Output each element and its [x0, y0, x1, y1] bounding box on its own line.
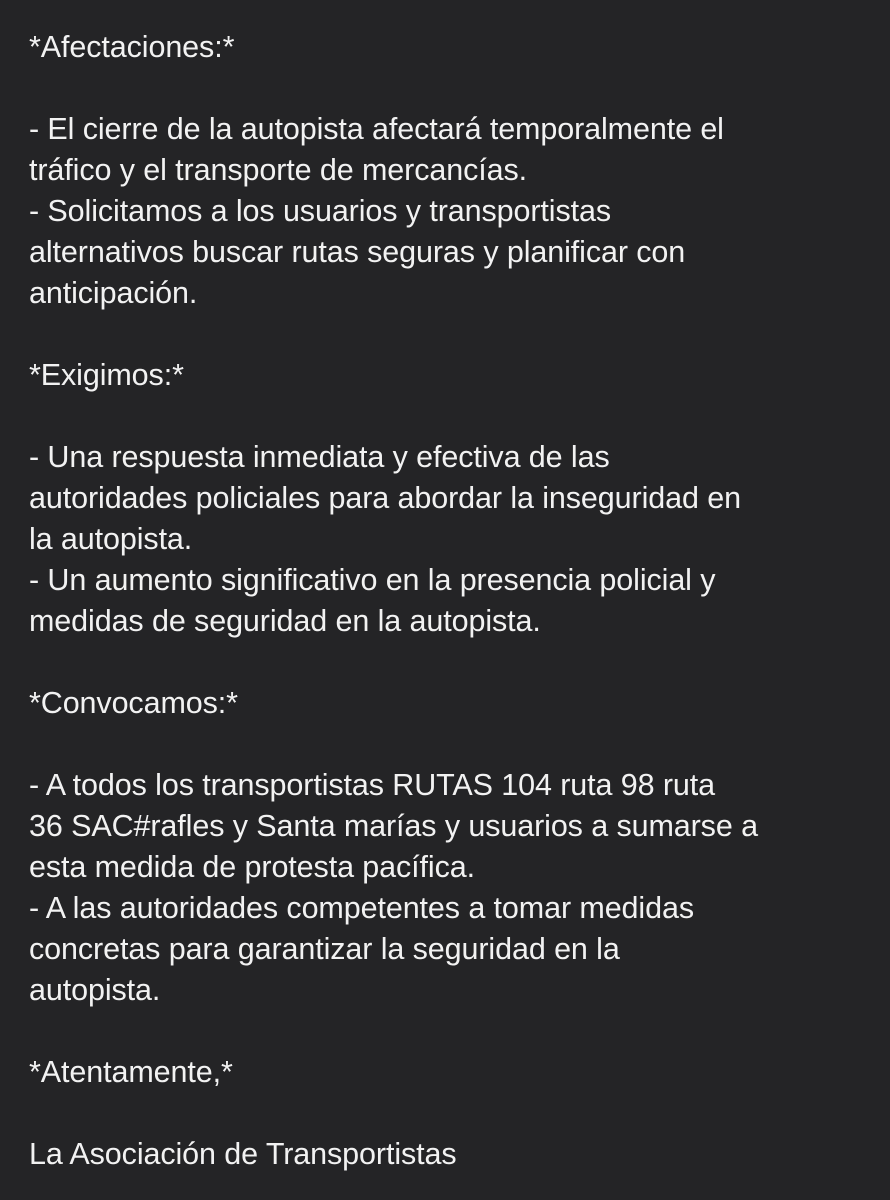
bullet-line: 36 SAC#rafles y Santa marías y usuarios a sumarse a [29, 809, 758, 843]
blank-line [29, 1011, 869, 1052]
section-heading-convocamos: *Convocamos:* [29, 686, 238, 720]
bullet-line: - A todos los transportistas RUTAS 104 ruta 98 ruta [29, 768, 716, 802]
bullet-line: concretas para garantizar la seguridad en la [29, 932, 620, 966]
message-body[interactable] [29, 27, 869, 1175]
blank-line [29, 642, 869, 683]
bullet-line: esta medida de protesta pacífica. [29, 850, 475, 884]
section-heading-afectaciones: *Afectaciones:* [29, 30, 235, 64]
bullet-line: autoridades policiales para abordar la inseguridad en [29, 481, 741, 515]
bullet-line: - Un aumento significativo en la presencia policial y [29, 563, 716, 597]
bullet-line: - El cierre de la autopista afectará temporalmente el [29, 112, 724, 146]
bullet-line: la autopista. [29, 522, 193, 556]
bullet-line: alternativos buscar rutas seguras y planificar con [29, 235, 686, 269]
signature-line: La Asociación de Transportistas [29, 1137, 457, 1171]
blank-line [29, 1093, 869, 1134]
blank-line [29, 724, 869, 765]
bullet-line: tráfico y el transporte de mercancías. [29, 153, 527, 187]
section-heading-exigimos: *Exigimos:* [29, 358, 184, 392]
bullet-line: - Una respuesta inmediata y efectiva de las [29, 440, 610, 474]
bullet-line: autopista. [29, 973, 161, 1007]
blank-line [29, 68, 869, 109]
bullet-line: - Solicitamos a los usuarios y transportistas [29, 194, 611, 228]
bullet-line: anticipación. [29, 276, 198, 310]
bullet-line: - A las autoridades competentes a tomar medidas [29, 891, 694, 925]
blank-line [29, 396, 869, 437]
blank-line [29, 314, 869, 355]
bullet-line: medidas de seguridad en la autopista. [29, 604, 541, 638]
closing-line: *Atentamente,* [29, 1055, 233, 1089]
